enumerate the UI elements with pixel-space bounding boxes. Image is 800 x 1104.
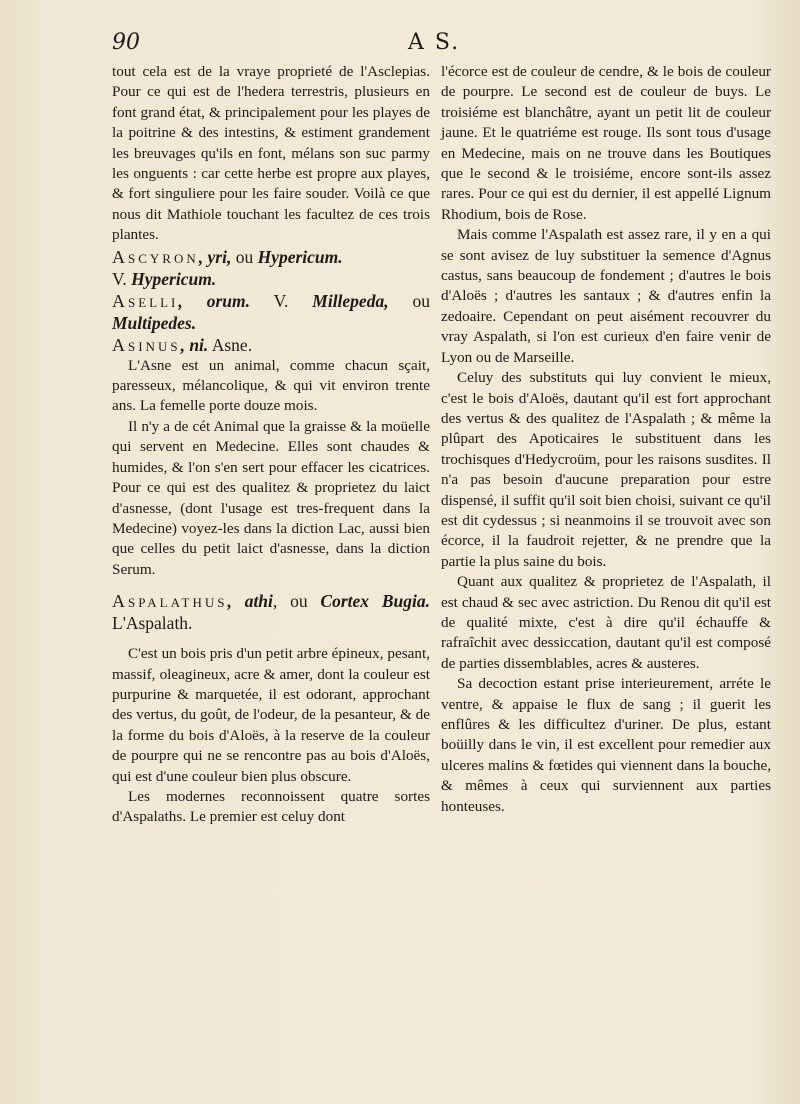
see-marker: V. [249, 290, 313, 311]
genitive: , yri, [198, 246, 232, 267]
dictionary-entry-ascyron [112, 246, 430, 290]
cross-reference: Hypericum. [131, 268, 217, 289]
paragraph: Il n'y a de cét Animal que la graisse & la moüelle qui servent en Medecine. Elles sont chaudes & humides, & l'on s'en sert pour effacer les cicatrices. Pour ce qui est des qualitez & proprietez du laict d'asnesse, (dont l'usage est tres-frequent dans la Medecine) voyez-les dans la diction Lac, aussi bien que celles du petit laict d'asnesse, dans la diction Serum. [112, 417, 430, 578]
dictionary-entry-aspalathus [112, 590, 430, 634]
french-name: L'Aspalath. [112, 613, 193, 634]
cross-reference: Millepeda, [312, 290, 389, 311]
right-column [441, 62, 771, 817]
running-head: A S. [408, 30, 461, 55]
paragraph: l'écorce est de couleur de cendre, & le bois de couleur de pourpre. Le second est de couleur de buys. Le troisiéme est blanchâtre, ayant un petit lit de couleur jaune. Et le quatriéme est rouge. Ils sont tous d'usage en Medecine, mais on ne trouve dans les Boutiques que le second & le troisiéme, encore sont-ils assez rares. Pour ce qui est du dernier, il est appellé Lignum Rhodium, bois de Rose. [441, 63, 771, 223]
dictionary-entry-asinus [112, 334, 430, 356]
paragraph: C'est un bois pris d'un petit arbre épineux, pesant, massif, oleagineux, acre & amer, dont la couleur est purpurine & marquetée, il est odorant, approchant des vertus, du goût, de l'odeur, de la pesanteur, & de la forme du bois d'Aloës, à la reserve de la couleur de pourpre qui ne se rencontre pas au bois d'Aloës, qui est d'une couleur bien plus obscure. [112, 645, 430, 785]
spacer [112, 634, 430, 644]
spacer [112, 580, 430, 590]
see-marker: V. [112, 268, 132, 289]
french-name: Asne. [208, 334, 253, 355]
latin-name: Cortex Bugia. [320, 591, 430, 612]
page-number: 90 [112, 30, 140, 55]
paragraph: tout cela est de la vraye proprieté de l'Asclepias. Pour ce qui est de l'hedera terrestris, plusieurs en font grand état, & principalement pour les playes de la poitrine & des intestins, & estiment grandement les breuvages qu'ils en font, mélans son suc parmy les onguents : car cette herbe est propre aux playes, & fort singuliere pour les faire souder. Voilà ce que nous dit Mathiole touchant les facultez de ces trois plantes. [112, 63, 430, 244]
latin-name: Hypericum. [257, 246, 343, 267]
cross-reference: Multipedes. [112, 312, 197, 333]
headword: Asinus [112, 334, 181, 355]
genitive: , orum. [178, 290, 250, 311]
paragraph: Celuy des substituts qui luy convient le mieux, c'est le bois d'Aloës, dautant qu'il est fort approchant des vertus & des qualitez de l'Aspalath ; & même la plûpart des Apoticaires le substituent dans les trochisques d'Hedycroüm, pour les raisons susdites. Il n'a pas besoin d'aucune preparation pour estre dispensé, il suffit qu'il soit bien choisi, suivant ce qu'il est dit cydessus ; si neanmoins il se trouvoit avec son écorce, il la faudroit rejetter, & ne prendre que la partie la plus saine du bois. [441, 369, 771, 570]
genitive: , athi [227, 591, 273, 612]
left-column [112, 62, 430, 828]
conjunction: ou [231, 246, 258, 267]
headword: Aselli [112, 290, 179, 311]
genitive: , ni. [180, 334, 209, 355]
headword: Aspalathus [112, 591, 228, 612]
headword: Ascyron [112, 246, 199, 267]
paragraph: Sa decoction estant prise interieurement, arréte le ventre, & appaise le flux de sang ; il guerit les enflûres & les difficultez d'uriner. De plus, estant boüilly dans le vin, il est excellent pour remedier aux ulceres malins & fœtides qui viennent dans la bouche, & mêmes à ceux qui surviennent aux parties honteuses. [441, 675, 771, 815]
page-header [112, 30, 712, 60]
conjunction: , ou [272, 591, 321, 612]
paragraph: L'Asne est un animal, comme chacun sçait, paresseux, mélancolique, & qui vit environ trente ans. La femelle porte douze mois. [112, 356, 430, 415]
conjunction: ou [388, 290, 430, 311]
dictionary-entry-aselli [112, 290, 430, 334]
paragraph: Quant aux qualitez & proprietez de l'Aspalath, il est chaud & sec avec astriction. Du Renou dit qu'il est de qualité mixte, c'est à dire qu'il échauffe & rafraîchit avec dessiccation, dautant qu'il est composé de parties dissemblables, acres & austeres. [441, 573, 771, 672]
paragraph: Mais comme l'Aspalath est assez rare, il y en a qui se sont avisez de luy substituer la semence d'Agnus castus, sans beaucoup de fondement ; d'autres le bois d'Aloës ; d'autres les santaux ; & d'autres enfin la zedoaire. Cependant on peut aisément recouvrer du vray Aspalath, si l'on est curieux d'en faire venir de Lyon ou de Marseille. [441, 226, 771, 366]
paragraph: Les modernes reconnoissent quatre sortes d'Aspalaths. Le premier est celuy dont [112, 787, 430, 826]
